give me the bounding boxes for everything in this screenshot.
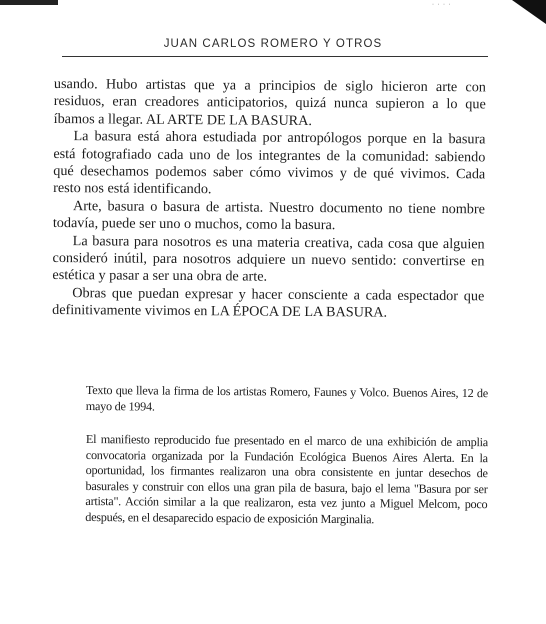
paragraph-era-of-garbage: Obras que puedan expresar y hacer consciente a cada espectador que definitivamente vivimos en LA ÉPOCA DE LA BASURA.	[52, 285, 485, 321]
manifesto-note-text: El manifiesto reproducido fue presentado en el marco de una exhibición de amplia convocatoria organizada por la Fundación Ecológica Buenos Aires Alerta. En la oportunidad, los firmantes realizaron una obra consistente en juntar desechos de basurales y construir con ellos una gran pila de basura, bajo el lema "Basura por ser artista". Acción similar a la que realizaron, esta vez junto a Miguel Melcom, poco después, en el desaparecido espacio de exposición Marginalia.	[85, 432, 488, 527]
paragraph-continuation: usando. Hubo artistas que ya a principios de siglo hicieron arte con residuos, eran creadores anticipatorios, quizá nunca supieron a lo que íbamos a llegar. AL ARTE DE LA BASURA.	[53, 76, 486, 129]
signature-note	[86, 383, 488, 417]
scan-edge-mark	[0, 0, 58, 5]
paragraph-anthropologists: La basura está ahora estudiada por antropólogos porque en la basura está fotografiado cada uno de los integrantes de la comunidad: sabiendo qué desechamos podemos saber cómo vivimos y de qué vivimos. Cada resto nos está identificando.	[53, 128, 486, 198]
scan-speckle: · · · ·	[432, 2, 452, 8]
main-text	[52, 76, 486, 323]
paragraph-artist-garbage: Arte, basura o basura de artista. Nuestro documento no tiene nombre todavía, puede ser uno o muchos, como la basura.	[52, 197, 486, 234]
paragraph-creative-material: La basura para nosotros es una materia creativa, cada cosa que alguien consideró inútil, para nosotros adquiere un nuevo sentido: convertirse en estética y pasar a ser una obra de arte.	[52, 232, 485, 286]
scan-corner-mark	[512, 0, 546, 24]
header-rule	[62, 56, 488, 57]
manifesto-note	[85, 432, 488, 529]
signature-note-text: Texto que lleva la firma de los artistas Romero, Faunes y Volco. Buenos Aires, 12 de mayo de 1994.	[85, 383, 488, 414]
running-head: JUAN CARLOS ROMERO Y OTROS	[163, 38, 383, 50]
